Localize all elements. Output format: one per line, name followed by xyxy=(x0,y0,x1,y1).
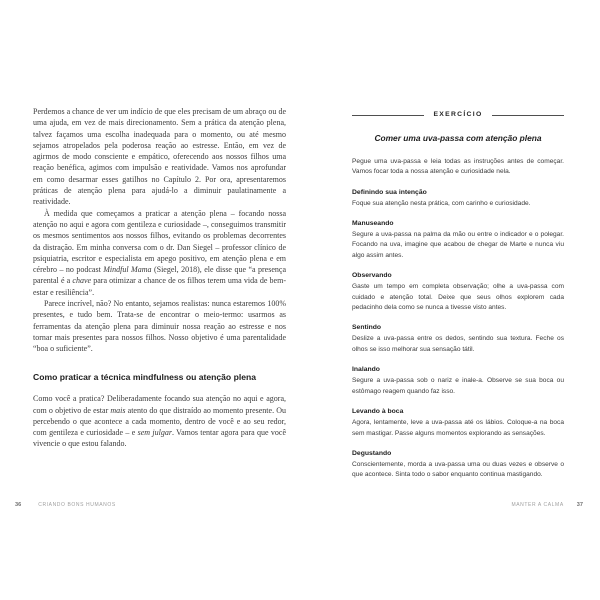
step-heading: Levando à boca xyxy=(352,408,404,416)
step-body: Gaste um tempo em completa observação; olhe a uva-passa com cuidado e atenção total. Deixe que seus olhos explorem cada pedacinho dela como se nunca a tivesse visto antes. xyxy=(352,283,564,312)
step-heading: Definindo sua intenção xyxy=(352,188,427,196)
running-title: MANTER A CALMA xyxy=(511,502,564,508)
exercise-step xyxy=(352,271,564,313)
right-page-footer xyxy=(511,502,583,508)
exercise-step xyxy=(352,407,564,439)
step-body: Conscientemente, morda a uva-passa uma ou duas vezes e observe o que acontece. Sinta todo o sabor enquanto continua mastigando. xyxy=(352,460,564,479)
exercise-rule-right xyxy=(492,115,564,116)
step-body: Foque sua atenção nesta prática, com carinho e curiosidade. xyxy=(352,199,531,207)
step-heading: Manuseando xyxy=(352,220,394,228)
step-heading: Observando xyxy=(352,272,392,280)
exercise-intro: Pegue uma uva-passa e leia todas as instruções antes de começar. Vamos focar toda a nossa atenção e curiosidade nela. xyxy=(352,157,564,176)
exercise-header xyxy=(352,110,564,120)
running-title: CRIANDO BONS HUMANOS xyxy=(38,502,116,508)
page-number: 36 xyxy=(15,502,22,508)
exercise-label: EXERCÍCIO xyxy=(433,111,483,118)
exercise-rule-left xyxy=(352,115,424,116)
exercise-step xyxy=(352,323,564,355)
left-page-footer xyxy=(15,502,116,508)
body-paragraph: Como você a pratica? Deliberadamente focando sua atenção no aqui e agora, com o objetivo de estar mais atento do que distraído ao momento presente. Ou percebendo o que acontece a cada momento, dentro de você e ao seu redor, com gentileza e curiosidade – e sem julgar. Vamos tentar agora para que você vivencie o que estou falando. xyxy=(33,394,287,449)
step-heading: Sentindo xyxy=(352,324,382,332)
step-body: Segure a uva-passa sob o nariz e inale-a. Observe se sua boca ou estômago reagem quando faz isso. xyxy=(352,377,564,395)
left-page-text-column xyxy=(33,106,286,450)
exercise-step xyxy=(352,449,564,481)
step-heading: Degustando xyxy=(352,449,392,457)
section-heading: Como praticar a técnica mindfulness ou atenção plena xyxy=(33,371,257,382)
exercise-step xyxy=(352,365,564,397)
body-paragraph: Perdemos a chance de ver um indício de que eles precisam de um abraço ou de uma ajuda, em vez de mais direcionamento. Sem a prática da atenção plena, talvez façamos uma escolha inadequada para o momento, ou até mesmo sejamos atropelados pela poderosa reação ao estresse. Então, em vez de agirmos de modo consciente e empático, oferecendo aos nossos filhos uma reação benéfica, agimos com impulsão e reatividade. Vamos nos aprofundar em como desarmar esses gatilhos no Capítulo 2. Por ora, apresentaremos práticas de atenção plena para ajudá-lo a diminuir paulatinamente a reatividade. xyxy=(33,107,286,207)
exercise-title: Comer uma uva-passa com atenção plena xyxy=(374,133,542,144)
body-paragraph: Parece incrível, não? No entanto, sejamos realistas: nunca estaremos 100% presentes, e tudo bem. Trata-se de encontrar o meio-termo: usarmos as ferramentas da atenção plena para diminuir nossa reação ao estresse e nos tornar mais presentes para nossos filhos. Nosso objetivo é uma parentalidade “boa o suficiente”. xyxy=(33,299,286,354)
page-number: 37 xyxy=(576,502,583,508)
step-heading: Inalando xyxy=(352,366,380,374)
exercise-step xyxy=(352,188,564,209)
body-paragraph: À medida que começamos a praticar a atenção plena – focando nossa atenção no aqui e agora com gentileza e curiosidade –, conseguimos transmitir os mesmos sentimentos aos nossos filhos, evitando os problemas decorrentes da distração. Em minha conversa com o dr. Dan Siegel – professor clínico de psiquiatria, escritor e especialista em apego positivo, em atenção plena e em cérebro – no podcast Mindful Mama (Siegel, 2018), ele disse que “a presença parental é a chave para otimizar a chance de os filhos terem uma vida de bem-estar e resiliência”. xyxy=(33,208,286,297)
step-body: Segure a uva-passa na palma da mão ou entre o indicador e o polegar. Focando na uva, imagine que acabou de chegar de Marte e nunca viu algo assim antes. xyxy=(352,231,564,259)
exercise-step xyxy=(352,219,564,261)
right-page-text-column xyxy=(352,110,564,481)
step-body: Deslize a uva-passa entre os dedos, sentindo sua textura. Feche os olhos se isso melhorar sua sensação tátil. xyxy=(352,335,564,353)
step-body: Agora, lentamente, leve a uva-passa até os lábios. Coloque-a na boca sem mastigar. Passe alguns momentos explorando as sensações. xyxy=(352,419,564,437)
